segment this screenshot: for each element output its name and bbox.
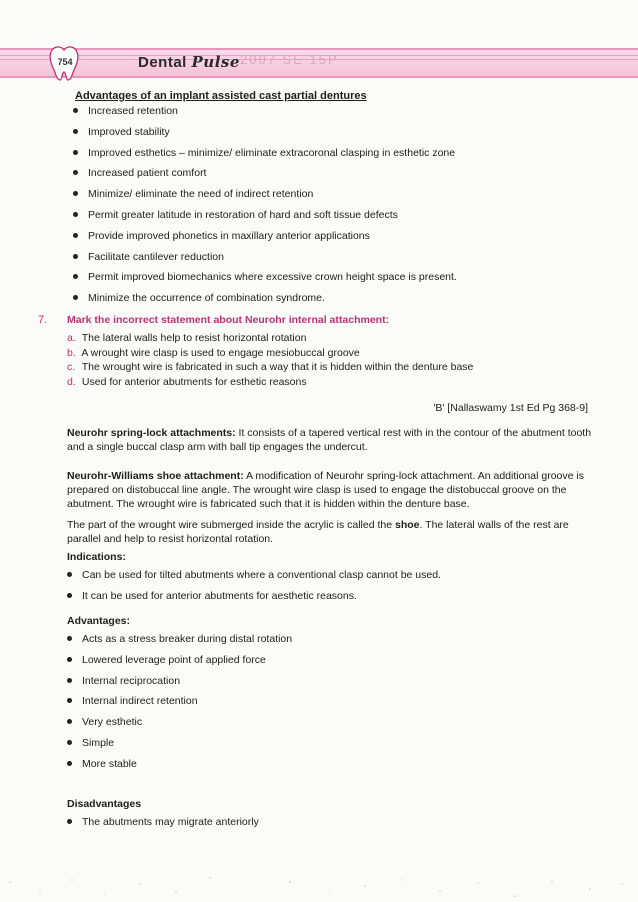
implant-advantage-item-text: Minimize/ eliminate the need of indirect retention — [88, 188, 314, 201]
implant-advantage-item — [73, 143, 457, 164]
bullet-icon — [67, 719, 72, 724]
bullet-icon — [67, 761, 72, 766]
neurohr-williams-paragraph — [67, 469, 599, 511]
advantage-item-text: Internal indirect retention — [82, 695, 198, 708]
indication-item-text: It can be used for anterior abutments for aesthetic reasons. — [82, 589, 357, 602]
implant-advantages-list — [73, 101, 457, 309]
option-item — [67, 346, 473, 361]
bullet-icon — [67, 593, 72, 598]
advantage-item-text: Internal reciprocation — [82, 674, 181, 687]
disadvantage-item — [67, 812, 259, 833]
bullet-icon — [73, 212, 78, 217]
shoe-attachment-text: A modification of Neurohr spring-lock attachment. An additional groove is prepared on distobuccal line angle. The wrought wire clasp is used to engage the distobuccal groove on the abutment. The wrought wire is fabricated such that it is hidden within the denture base. — [67, 470, 584, 510]
bullet-icon — [67, 636, 72, 641]
question-number: 7. — [38, 314, 48, 326]
advantage-item-text: Lowered leverage point of applied force — [82, 653, 266, 666]
implant-advantage-item-text: Permit improved biomechanics where excessive crown height space is present. — [88, 271, 457, 284]
advantages-heading: Advantages: — [67, 615, 131, 627]
implant-advantage-item — [73, 267, 457, 288]
bullet-icon — [67, 740, 72, 745]
indication-item-text: Can be used for tilted abutments where a conventional clasp cannot be used. — [82, 569, 441, 581]
advantages-list — [67, 629, 292, 775]
implant-advantage-item — [73, 226, 457, 247]
shoe-paragraph — [67, 518, 599, 546]
implant-advantage-item-text: Facilitate cantilever reduction — [88, 250, 224, 263]
advantage-item — [67, 671, 292, 692]
term-shoe-attachment: Neurohr-Williams shoe attachment: — [67, 470, 244, 482]
bullet-icon — [73, 233, 78, 238]
option-text: The wrought wire is fabricated in such a way that it is hidden within the denture base — [81, 361, 474, 373]
bullet-icon — [73, 274, 78, 279]
page-number: 754 — [57, 57, 73, 67]
bullet-icon — [73, 295, 78, 300]
implant-advantage-item — [73, 247, 457, 268]
option-item — [67, 375, 473, 390]
implant-advantage-item-text: Minimize the occurrence of combination syndrome. — [88, 292, 325, 305]
option-letter: c. — [67, 361, 76, 373]
brand-script: Pulse — [191, 53, 240, 71]
question-text: Mark the incorrect statement about Neurohr internal attachment: — [67, 314, 390, 326]
option-text: Used for anterior abutments for esthetic reasons — [81, 375, 307, 388]
shoe-text-b: . The lateral walls of the rest are parallel and help to resist horizontal rotation. — [67, 519, 569, 545]
bullet-icon — [73, 129, 78, 134]
bullet-icon — [67, 572, 72, 577]
spring-lock-text: It consists of a tapered vertical rest with in the contour of the abutment tooth and a single buccal clasp arm with ball tip engages the undercut. — [67, 427, 592, 453]
advantage-item-text: Acts as a stress breaker during distal rotation — [82, 633, 293, 645]
advantage-item — [67, 754, 292, 775]
bullet-icon — [67, 698, 72, 703]
implant-advantage-item-text: Improved stability — [88, 125, 170, 138]
disadvantage-item-text: The abutments may migrate anteriorly — [82, 816, 259, 828]
advantage-item-text: More stable — [82, 757, 137, 770]
implant-advantage-item — [73, 205, 457, 226]
neurohr-spring-lock-paragraph — [67, 426, 599, 454]
implant-advantage-item — [73, 163, 457, 184]
advantage-item — [67, 712, 292, 733]
advantage-item — [67, 629, 292, 650]
bullet-icon — [67, 819, 72, 824]
indication-item — [67, 565, 441, 586]
advantage-item-text: Very esthetic — [82, 716, 143, 729]
option-item — [67, 360, 473, 375]
option-letter: d. — [67, 375, 76, 388]
bullet-icon — [73, 254, 78, 259]
brand-title — [138, 53, 240, 71]
option-text: A wrought wire clasp is used to engage mesiobuccal groove — [81, 346, 360, 359]
implant-advantage-item — [73, 101, 457, 122]
advantage-item — [67, 733, 292, 754]
bullet-icon — [73, 108, 78, 113]
scan-noise-decoration — [0, 872, 638, 902]
bullet-icon — [67, 678, 72, 683]
implant-advantage-item-text: Increased patient comfort — [88, 167, 207, 180]
implant-advantage-item — [73, 184, 457, 205]
advantage-item — [67, 650, 292, 671]
implant-advantage-item-text: Improved esthetics – minimize/ eliminate extracoronal clasping in esthetic zone — [88, 146, 456, 159]
implant-advantage-item — [73, 288, 457, 309]
implant-advantage-item-text: Provide improved phonetics in maxillary anterior applications — [88, 229, 370, 242]
term-shoe: shoe — [395, 519, 420, 531]
answer-reference: 'B' [Nallaswamy 1st Ed Pg 368-9] — [433, 402, 588, 414]
advantage-item-text: Simple — [82, 736, 115, 749]
implant-advantage-item-text: Increased retention — [88, 105, 178, 117]
disadvantages-heading: Disadvantages — [67, 798, 142, 810]
bullet-icon — [73, 150, 78, 155]
term-spring-lock: Neurohr spring-lock attachments: — [67, 427, 236, 439]
implant-advantage-item-text: Permit greater latitude in restoration of hard and soft tissue defects — [88, 208, 398, 221]
bullet-icon — [73, 170, 78, 175]
implant-advantage-item — [73, 122, 457, 143]
bullet-icon — [67, 657, 72, 662]
bullet-icon — [73, 191, 78, 196]
option-letter: a. — [67, 332, 76, 344]
option-letter: b. — [67, 346, 76, 359]
brand-bold: Dental — [138, 54, 187, 71]
advantage-item — [67, 691, 292, 712]
section-title-implant: Advantages of an implant assisted cast partial dentures — [75, 90, 367, 102]
indications-heading: Indications: — [67, 551, 126, 563]
option-item — [67, 331, 473, 346]
indication-item — [67, 586, 441, 607]
disadvantages-list — [67, 812, 259, 833]
indications-list — [67, 565, 441, 607]
question-options — [67, 331, 473, 389]
shoe-text-a: The part of the wrought wire submerged inside the acrylic is called the — [67, 519, 395, 531]
option-text: The lateral walls help to resist horizontal rotation — [81, 332, 307, 344]
ghost-watermark-text: 2007 SE 15P — [240, 52, 339, 67]
